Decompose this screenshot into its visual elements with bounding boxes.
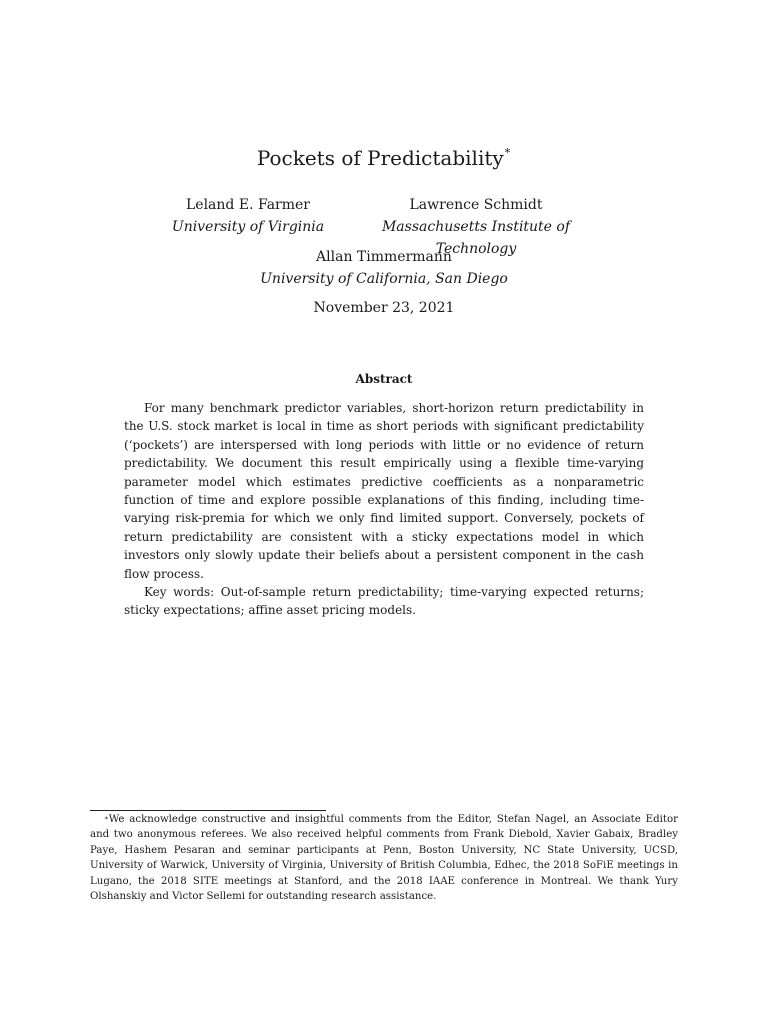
footnote-text: We acknowledge constructive and insightful comments from the Editor, Stefan Nagel, an Associate Editor and two anonymous referees. We also received helpful comments from Frank Diebold, Xavier Gabaix, Bradley Paye, Hashem Pesaran and seminar participants at Penn, Boston University, NC State University, UCSD, University of Warwick, University of Virginia, University of British Columbia, Edhec, the 2018 SoFiE meetings in Lugano, the 2018 SITE meetings at Stanford, and the 2018 IAAE conference in Montreal. We thank Yury Olshanskiy and Victor Sellemi for outstanding research assistance. bbox=[90, 814, 678, 903]
abstract-body bbox=[124, 399, 644, 620]
author-affiliation: University of California, San Diego bbox=[260, 271, 508, 287]
paper-date: November 23, 2021 bbox=[313, 300, 455, 316]
author-affiliation: Massachusetts Institute of Technology bbox=[381, 219, 571, 257]
author-name: Allan Timmermann bbox=[316, 249, 452, 265]
footnote-divider bbox=[90, 810, 326, 811]
paper-title bbox=[0, 146, 768, 170]
author-name: Leland E. Farmer bbox=[185, 197, 310, 213]
paper-title-text: Pockets of Predictability bbox=[256, 146, 504, 170]
author-block-farmer bbox=[150, 194, 346, 238]
title-footnote-marker: ∗ bbox=[503, 144, 512, 157]
author-affiliation: University of Virginia bbox=[171, 219, 325, 235]
footnote-marker: ∗ bbox=[104, 814, 109, 822]
abstract-heading: Abstract bbox=[355, 372, 413, 386]
author-block-timmermann bbox=[234, 246, 534, 290]
footnote bbox=[90, 812, 678, 904]
abstract-paragraph: For many benchmark predictor variables, short-horizon return predictability in the U.S. stock market is local in time as short periods with significant predictability (‘pockets’) are interspersed with long periods with little or no evidence of return predictability. We document this result empirically using a flexible time-varying parameter model which estimates predictive coefficients as a nonparametric function of time and explore possible explanations of this finding, including time-varying risk-premia for which we only find limited support. Conversely, pockets of return predictability are consistent with a sticky expectations model in which investors only slowly update their beliefs about a persistent component in the cash flow process. bbox=[124, 401, 644, 581]
keywords-paragraph: Key words: Out-of-sample return predictability; time-varying expected returns; sticky expectations; affine asset pricing models. bbox=[124, 585, 644, 618]
author-name: Lawrence Schmidt bbox=[409, 197, 543, 213]
